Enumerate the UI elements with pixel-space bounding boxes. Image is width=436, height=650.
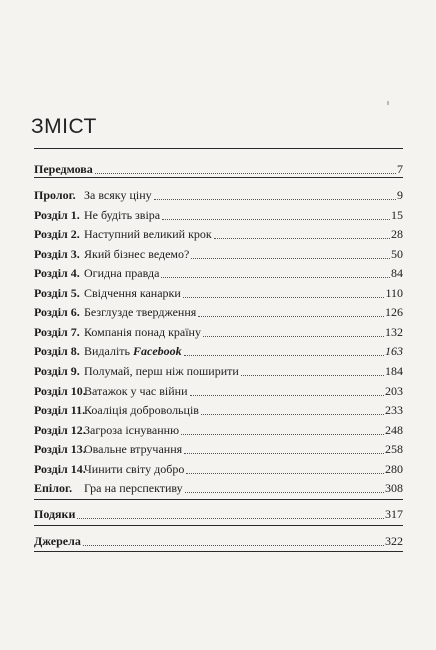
toc-entry <box>34 421 403 439</box>
page-title: ЗМІСТ <box>31 115 97 138</box>
entry-label: Подяки <box>34 507 76 521</box>
toc-entry <box>34 460 403 478</box>
bottom-rule <box>34 551 403 552</box>
entry-page-number: 258 <box>385 442 403 457</box>
entry-title-text: Полумай, перш ніж поширити <box>84 363 239 378</box>
leader-dots <box>162 219 390 220</box>
entry-page-number: 28 <box>391 227 403 242</box>
leader-dots <box>241 375 384 376</box>
section-divider <box>34 525 403 526</box>
entry-title-text: Не будіть звіра <box>84 207 161 222</box>
entry-label: Розділ 9. <box>34 363 80 378</box>
section-divider <box>34 499 403 500</box>
entry-label: Розділ 1. <box>34 207 80 222</box>
leader-dots <box>184 355 384 356</box>
entry-title-text: Загроза існуванню <box>84 422 180 437</box>
toc-entry <box>34 342 403 360</box>
entry-title <box>84 382 188 400</box>
entry-title <box>84 479 183 497</box>
entry-title-text: Компанія понад країну <box>84 324 201 339</box>
entry-label: Розділ 5. <box>34 285 80 300</box>
entry-title <box>84 303 196 321</box>
leader-dots <box>161 277 390 278</box>
toc-entry <box>34 401 403 419</box>
scan-speck <box>387 101 389 105</box>
entry-page-number: 9 <box>397 188 403 202</box>
entry-title-text: Огидна правда <box>84 266 160 281</box>
toc-entry <box>34 362 403 380</box>
leader-dots <box>186 473 384 474</box>
entry-label: Розділ 4. <box>34 266 80 281</box>
entry-page-number: 317 <box>385 507 403 521</box>
toc-entry <box>34 264 403 282</box>
entry-page-number: 50 <box>391 246 403 261</box>
entry-title <box>84 460 184 478</box>
entry-label: Розділ 14. <box>34 461 86 476</box>
entry-title <box>84 225 212 243</box>
toc-entry <box>34 284 403 302</box>
entry-page-number: 84 <box>391 266 403 281</box>
entry-title-text: Чинити світу добро <box>84 461 185 476</box>
toc-entry <box>34 245 403 263</box>
entry-page-number: 322 <box>385 534 403 548</box>
entry-title <box>84 342 182 360</box>
top-rule <box>34 148 403 149</box>
leader-dots <box>198 316 384 317</box>
toc-entry <box>34 382 403 400</box>
leader-dots <box>203 336 384 337</box>
entry-label: Джерела <box>34 534 81 548</box>
entry-title-text: Ватажок у час війни <box>84 383 188 398</box>
entry-title-text: Наступний великий крок <box>84 227 212 242</box>
leader-dots <box>183 297 384 298</box>
toc-entry <box>34 186 403 204</box>
toc-entry <box>34 225 403 243</box>
toc-entry <box>34 479 403 497</box>
entry-page-number: 203 <box>385 383 403 398</box>
entry-page-number: 184 <box>385 363 403 378</box>
entry-title <box>84 401 199 419</box>
toc-entry <box>34 160 403 178</box>
entry-title-text: Який бізнес ведемо? <box>84 246 190 261</box>
entry-title-text: Гра на перспективу <box>84 481 183 496</box>
toc-entry <box>34 532 403 550</box>
entry-title-text: За всяку ціну <box>84 188 152 202</box>
entry-title <box>84 264 159 282</box>
entry-title <box>84 323 201 341</box>
entry-page-number: 126 <box>385 305 403 320</box>
entry-page-number: 280 <box>385 461 403 476</box>
entry-title <box>84 245 189 263</box>
entry-page-number: 7 <box>397 162 403 176</box>
entry-title-emphasis: Facebook <box>133 344 182 359</box>
entry-label: Розділ 12. <box>34 422 86 437</box>
entry-label: Епілог. <box>34 481 73 496</box>
entry-page-number: 15 <box>391 207 403 222</box>
leader-dots <box>185 492 384 493</box>
entry-title <box>84 284 181 302</box>
entry-title <box>84 421 179 439</box>
toc-entry <box>34 206 403 224</box>
entry-title <box>84 186 152 204</box>
entry-label: Пролог. <box>34 188 76 202</box>
leader-dots <box>83 545 384 546</box>
leader-dots <box>190 395 384 396</box>
leader-dots <box>214 238 390 239</box>
entry-title-text: Безглузде твердження <box>84 305 197 320</box>
entry-label: Розділ 8. <box>34 344 80 359</box>
leader-dots <box>191 258 390 259</box>
leader-dots <box>201 414 384 415</box>
entry-page-number: 132 <box>385 324 403 339</box>
entry-page-number: 233 <box>385 403 403 418</box>
toc-entry <box>34 440 403 458</box>
entry-label: Розділ 3. <box>34 246 80 261</box>
entry-title <box>84 206 160 224</box>
entry-label: Розділ 6. <box>34 305 80 320</box>
entry-page-number: 308 <box>385 481 403 496</box>
entry-title-text: Видаліть <box>84 344 134 359</box>
leader-dots <box>181 434 384 435</box>
entry-page-number: 163 <box>385 344 403 359</box>
entry-label: Розділ 13. <box>34 442 86 457</box>
toc-entry <box>34 505 403 523</box>
leader-dots <box>184 453 384 454</box>
leader-dots <box>154 199 396 200</box>
entry-title <box>84 440 182 458</box>
entry-title-text: Свідчення канарки <box>84 285 181 300</box>
entry-label: Розділ 2. <box>34 227 80 242</box>
entry-page-number: 110 <box>385 285 403 300</box>
entry-page-number: 248 <box>385 422 403 437</box>
toc-entry <box>34 303 403 321</box>
leader-dots <box>95 173 396 174</box>
entry-label: Розділ 7. <box>34 324 80 339</box>
entry-title <box>84 362 239 380</box>
entry-title-text: Овальне втручання <box>84 442 183 457</box>
entry-label: Передмова <box>34 162 93 176</box>
entry-label: Розділ 10. <box>34 383 86 398</box>
leader-dots <box>77 518 384 519</box>
entry-label: Розділ 11. <box>34 403 86 418</box>
entry-title-text: Коаліція добровольців <box>84 403 199 418</box>
toc-entry <box>34 323 403 341</box>
